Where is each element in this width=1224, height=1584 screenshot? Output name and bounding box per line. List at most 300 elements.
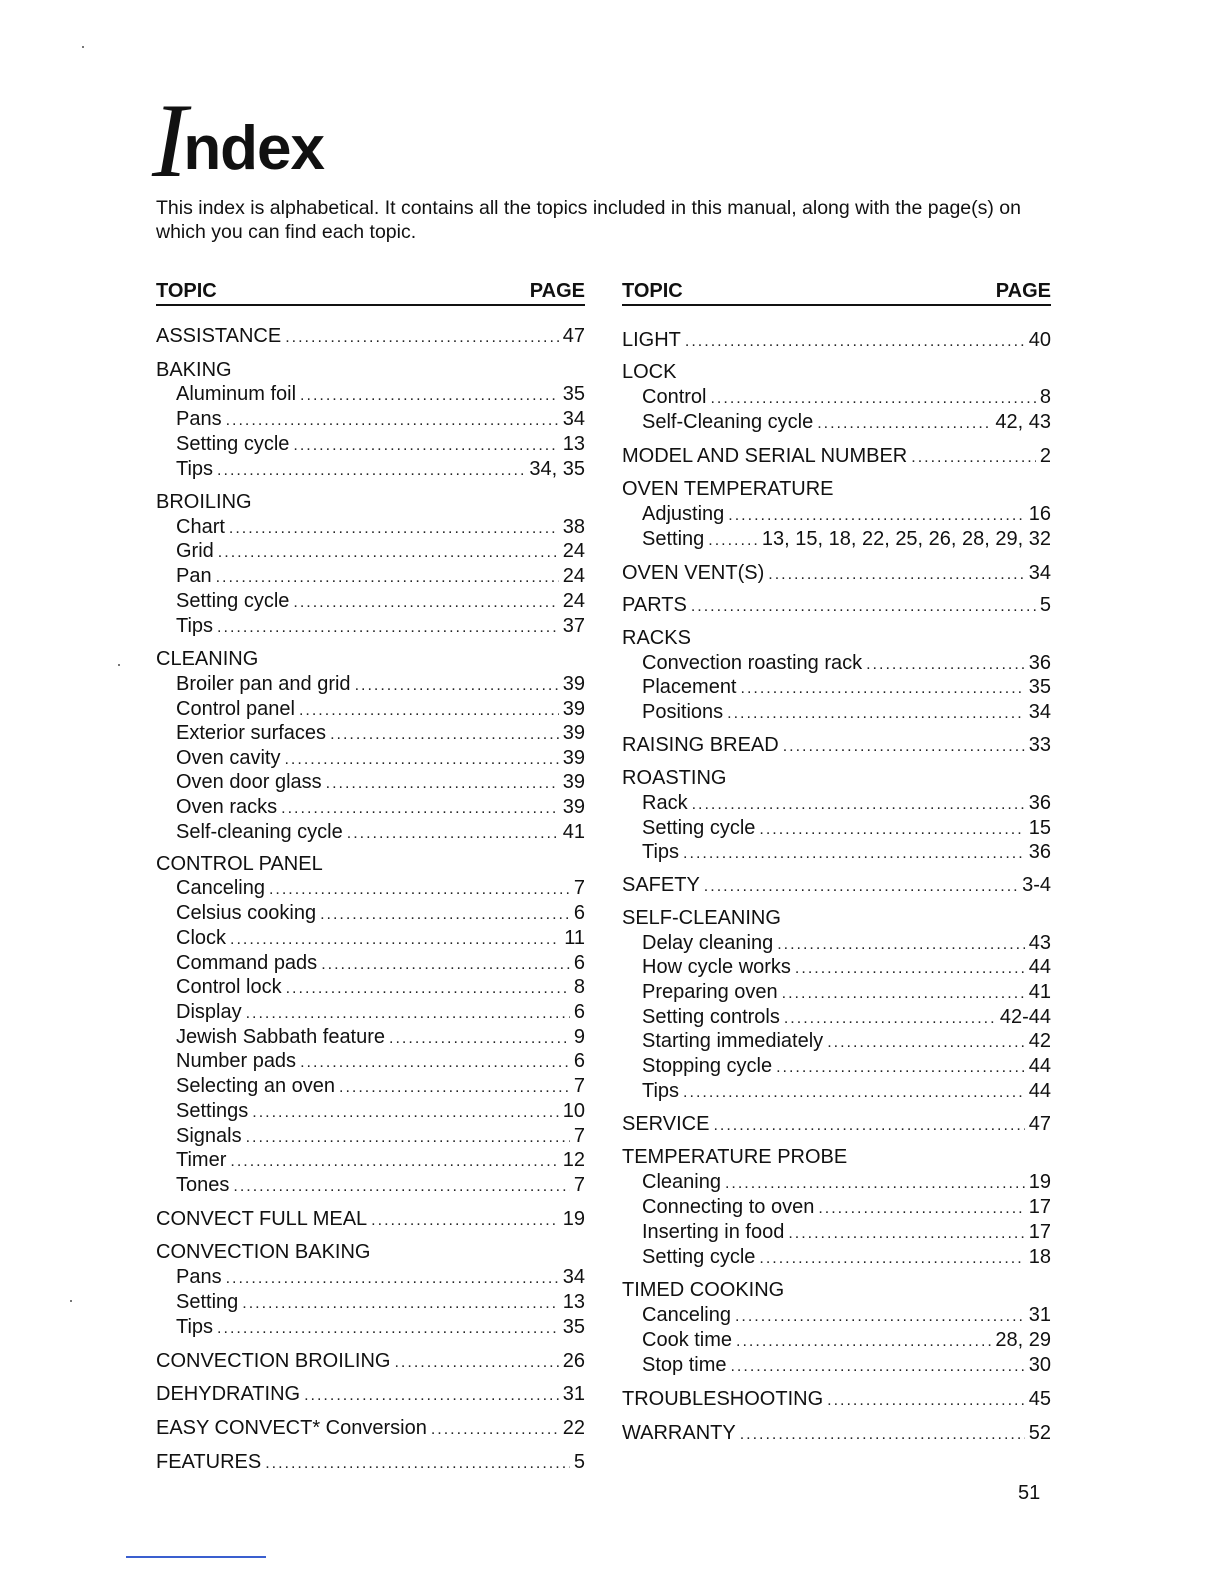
entry-topic: Chart	[176, 516, 225, 538]
entry-page: 39	[562, 722, 585, 744]
dot-leader	[394, 1351, 558, 1375]
dot-leader	[759, 1247, 1024, 1271]
entry-page: 34	[562, 1266, 585, 1288]
dot-leader	[347, 822, 559, 846]
entry-topic: DEHYDRATING	[156, 1383, 301, 1405]
index-subentry	[176, 1099, 585, 1123]
entry-topic: Adjusting	[642, 503, 725, 525]
index-subentry	[176, 564, 585, 588]
index-subentry	[176, 589, 585, 613]
dot-leader	[788, 1222, 1024, 1246]
entry-page: 35	[562, 1316, 585, 1338]
entry-page: 15	[1028, 817, 1051, 839]
entry-page: 31	[1028, 1304, 1051, 1326]
dot-leader	[339, 1076, 570, 1100]
dot-leader	[216, 566, 559, 590]
page-header: PAGE	[995, 280, 1051, 302]
entry-page: 19	[1028, 1171, 1051, 1193]
index-subentry	[642, 840, 1051, 864]
entry-topic: Preparing oven	[642, 981, 778, 1003]
dot-leader	[728, 504, 1024, 528]
entry-topic: Command pads	[176, 952, 318, 974]
entry-page: 13	[562, 1291, 585, 1313]
dot-leader	[827, 1031, 1025, 1055]
entry-topic: Tones	[176, 1174, 230, 1196]
entry-topic: Cleaning	[642, 1171, 721, 1193]
dot-leader	[246, 1002, 570, 1026]
dot-leader	[300, 1051, 570, 1075]
dot-leader	[242, 1292, 558, 1316]
dot-leader	[285, 326, 559, 350]
entry-topic: CONVECTION BROILING	[156, 1350, 391, 1372]
entry-topic: ASSISTANCE	[156, 325, 282, 347]
dot-leader	[683, 842, 1025, 866]
dot-leader	[230, 928, 560, 952]
dot-leader	[265, 1452, 570, 1476]
index-subentry	[176, 926, 585, 950]
dot-leader	[692, 793, 1025, 817]
dot-leader	[777, 933, 1025, 957]
entry-topic: Timer	[176, 1149, 227, 1171]
dot-leader	[704, 875, 1018, 899]
dot-leader	[304, 1384, 559, 1408]
dot-leader	[827, 1389, 1025, 1413]
dot-leader	[321, 953, 570, 977]
entry-topic: TROUBLESHOOTING	[622, 1388, 824, 1410]
index-subentry	[176, 614, 585, 638]
entry-topic: Tips	[642, 841, 680, 863]
entry-topic: Setting controls	[642, 1006, 780, 1028]
entry-topic: Tips	[176, 1316, 214, 1338]
index-entry	[156, 358, 585, 382]
index-subentry	[176, 876, 585, 900]
entry-topic: CONVECTION BAKING	[156, 1241, 371, 1263]
index-entry	[156, 1207, 585, 1231]
column-header	[622, 278, 1051, 306]
dot-leader	[911, 446, 1036, 470]
entry-page: 41	[562, 821, 585, 843]
entry-topic: SELF-CLEANING	[622, 907, 781, 929]
scan-speck	[118, 664, 120, 666]
entry-page: 8	[1039, 386, 1051, 408]
entry-topic: CONVECT FULL MEAL	[156, 1208, 368, 1230]
page-header: PAGE	[529, 280, 585, 302]
entry-page: 39	[562, 698, 585, 720]
entry-topic: WARRANTY	[622, 1422, 736, 1444]
index-subentry	[176, 1290, 585, 1314]
entry-page: 35	[1028, 676, 1051, 698]
index-subentry	[176, 1074, 585, 1098]
index-entry	[156, 1349, 585, 1373]
dot-leader	[683, 1081, 1025, 1105]
bottom-rule	[126, 1556, 266, 1558]
entry-topic: Inserting in food	[642, 1221, 785, 1243]
entry-topic: Rack	[642, 792, 688, 814]
entry-page: 2	[1039, 445, 1051, 467]
dot-leader	[740, 1423, 1025, 1447]
entry-topic: Exterior surfaces	[176, 722, 327, 744]
index-subentry	[642, 527, 1051, 551]
index-entry	[156, 1382, 585, 1406]
title-rest: ndex	[183, 114, 325, 183]
dot-leader	[286, 977, 570, 1001]
entry-topic: Oven cavity	[176, 747, 281, 769]
index-subentry	[176, 721, 585, 745]
entry-topic: ROASTING	[622, 767, 727, 789]
index-subentry	[642, 651, 1051, 675]
index-subentry	[642, 1353, 1051, 1377]
index-subentry	[642, 1029, 1051, 1053]
index-entry	[156, 324, 585, 348]
index-subentry	[176, 539, 585, 563]
index-subentry	[176, 1315, 585, 1339]
dot-leader	[299, 699, 559, 723]
entry-page: 7	[573, 1125, 585, 1147]
entry-topic: Pans	[176, 1266, 222, 1288]
index-entry	[156, 1450, 585, 1474]
dot-leader	[817, 412, 991, 436]
index-entry	[622, 328, 1051, 352]
dot-leader	[293, 434, 558, 458]
entry-topic: BROILING	[156, 491, 252, 513]
index-entry	[156, 647, 585, 671]
entry-page: 7	[573, 1174, 585, 1196]
entry-page: 7	[573, 1075, 585, 1097]
index-subentry	[642, 385, 1051, 409]
entry-page: 3-4	[1022, 874, 1051, 896]
entry-page: 17	[1028, 1221, 1051, 1243]
index-subentry	[642, 931, 1051, 955]
dot-leader	[736, 1330, 991, 1354]
index-subentry	[176, 457, 585, 481]
dot-leader	[226, 409, 559, 433]
index-subentry	[642, 791, 1051, 815]
dot-leader	[281, 797, 559, 821]
index-subentry	[176, 795, 585, 819]
index-subentry	[176, 1124, 585, 1148]
index-entry	[622, 444, 1051, 468]
entry-topic: Celsius cooking	[176, 902, 317, 924]
dot-leader	[371, 1209, 559, 1233]
entry-topic: MODEL AND SERIAL NUMBER	[622, 445, 908, 467]
entry-page: 47	[562, 325, 585, 347]
entry-topic: Broiler pan and grid	[176, 673, 351, 695]
entry-page: 13	[562, 433, 585, 455]
dot-leader	[233, 1175, 570, 1199]
entry-topic: EASY CONVECT* Conversion	[156, 1417, 427, 1439]
index-subentry	[176, 697, 585, 721]
entry-topic: Setting	[642, 528, 705, 550]
index-entry	[622, 873, 1051, 897]
entry-topic: Signals	[176, 1125, 242, 1147]
index-subentry	[642, 700, 1051, 724]
entry-topic: LIGHT	[622, 329, 681, 351]
entry-page: 34, 35	[529, 458, 585, 480]
index-entry	[622, 360, 1051, 384]
dot-leader	[725, 1172, 1025, 1196]
entry-topic: TEMPERATURE PROBE	[622, 1146, 848, 1168]
entry-topic: Convection roasting rack	[642, 652, 863, 674]
index-subentry	[176, 1173, 585, 1197]
dot-leader	[784, 1007, 996, 1031]
index-subentry	[176, 1049, 585, 1073]
dot-leader	[229, 517, 559, 541]
entry-topic: OVEN VENT(S)	[622, 562, 765, 584]
entry-page: 9	[573, 1026, 585, 1048]
entry-page: 16	[1028, 503, 1051, 525]
entry-topic: Control	[642, 386, 707, 408]
entry-page: 18	[1028, 1246, 1051, 1268]
index-entry	[622, 1421, 1051, 1445]
dot-leader	[217, 1317, 559, 1341]
dot-leader	[217, 459, 525, 483]
entry-page: 44	[1028, 1055, 1051, 1077]
page-number: 51	[1018, 1482, 1041, 1504]
index-entry	[622, 1278, 1051, 1302]
entry-topic: Self-cleaning cycle	[176, 821, 343, 843]
dot-leader	[320, 903, 570, 927]
dot-leader	[730, 1355, 1024, 1379]
dot-leader	[389, 1027, 570, 1051]
index-subentry	[176, 1025, 585, 1049]
index-entry	[156, 852, 585, 876]
dot-leader	[326, 772, 559, 796]
entry-page: 13, 15, 18, 22, 25, 26, 28, 29, 32	[761, 528, 1051, 550]
entry-page: 39	[562, 796, 585, 818]
index-subentry	[642, 1195, 1051, 1219]
entry-topic: Connecting to oven	[642, 1196, 815, 1218]
entry-topic: Stopping cycle	[642, 1055, 773, 1077]
index-subentry	[176, 951, 585, 975]
index-entry	[622, 1145, 1051, 1169]
entry-topic: Setting cycle	[176, 433, 290, 455]
index-subentry	[176, 746, 585, 770]
index-subentry	[642, 980, 1051, 1004]
entry-page: 24	[562, 590, 585, 612]
title-initial: I	[152, 82, 182, 199]
entry-page: 10	[562, 1100, 585, 1122]
entry-topic: Starting immediately	[642, 1030, 824, 1052]
entry-page: 33	[1028, 734, 1051, 756]
index-entry	[622, 561, 1051, 585]
entry-page: 34	[1028, 562, 1051, 584]
dot-leader	[691, 595, 1036, 619]
entry-page: 38	[562, 516, 585, 538]
index-subentry	[642, 410, 1051, 434]
entry-page: 6	[573, 1001, 585, 1023]
entry-topic: RACKS	[622, 627, 691, 649]
entry-page: 24	[562, 540, 585, 562]
entry-topic: Display	[176, 1001, 242, 1023]
index-entry	[622, 906, 1051, 930]
dot-leader	[741, 677, 1025, 701]
topic-header: TOPIC	[622, 280, 683, 302]
dot-leader	[776, 1056, 1025, 1080]
entry-topic: Selecting an oven	[176, 1075, 336, 1097]
index-subentry	[176, 1000, 585, 1024]
index-subentry	[642, 1245, 1051, 1269]
dot-leader	[818, 1197, 1024, 1221]
dot-leader	[768, 563, 1025, 587]
index-subentry	[642, 955, 1051, 979]
entry-page: 39	[562, 747, 585, 769]
entry-page: 31	[562, 1383, 585, 1405]
entry-topic: Placement	[642, 676, 737, 698]
entry-topic: Cook time	[642, 1329, 733, 1351]
entry-topic: OVEN TEMPERATURE	[622, 478, 834, 500]
entry-topic: Positions	[642, 701, 724, 723]
entry-page: 41	[1028, 981, 1051, 1003]
entry-topic: BAKING	[156, 359, 232, 381]
index-subentry	[642, 1220, 1051, 1244]
intro-paragraph: This index is alphabetical. It contains all the topics included in this manual, along with the page(s) on which you can find each topic.	[156, 197, 1021, 243]
index-subentry	[176, 770, 585, 794]
index-subentry	[642, 816, 1051, 840]
entry-topic: Jewish Sabbath feature	[176, 1026, 386, 1048]
dot-leader	[783, 735, 1025, 759]
entry-topic: Self-Cleaning cycle	[642, 411, 814, 433]
entry-page: 28, 29	[995, 1329, 1051, 1351]
dot-leader	[782, 982, 1025, 1006]
index-subentry	[176, 515, 585, 539]
index-subentry	[176, 407, 585, 431]
index-subentry	[176, 672, 585, 696]
entry-topic: Delay cleaning	[642, 932, 774, 954]
entry-page: 37	[562, 615, 585, 637]
entry-topic: Control lock	[176, 976, 282, 998]
dot-leader	[685, 330, 1025, 354]
index-subentry	[176, 432, 585, 456]
entry-page: 42, 43	[995, 411, 1051, 433]
dot-leader	[293, 591, 558, 615]
index-subentry	[176, 1148, 585, 1172]
entry-page: 34	[562, 408, 585, 430]
index-subentry	[176, 820, 585, 844]
entry-topic: Setting cycle	[176, 590, 290, 612]
entry-page: 35	[562, 383, 585, 405]
index-subentry	[176, 901, 585, 925]
dot-leader	[759, 818, 1024, 842]
index-entry	[622, 593, 1051, 617]
index-entry	[622, 733, 1051, 757]
entry-topic: Clock	[176, 927, 227, 949]
entry-page: 5	[1039, 594, 1051, 616]
entry-topic: Tips	[176, 458, 214, 480]
index-subentry	[642, 1328, 1051, 1352]
entry-topic: SAFETY	[622, 874, 700, 896]
entry-page: 52	[1028, 1422, 1051, 1444]
dot-leader	[252, 1101, 558, 1125]
entry-topic: Grid	[176, 540, 214, 562]
entry-page: 42	[1028, 1030, 1051, 1052]
dot-leader	[431, 1418, 559, 1442]
dot-leader	[284, 748, 558, 772]
index-entry	[622, 1112, 1051, 1136]
entry-topic: PARTS	[622, 594, 687, 616]
entry-page: 44	[1028, 1080, 1051, 1102]
entry-page: 36	[1028, 792, 1051, 814]
entry-page: 26	[562, 1350, 585, 1372]
topic-header: TOPIC	[156, 280, 217, 302]
entry-page: 40	[1028, 329, 1051, 351]
entry-page: 47	[1028, 1113, 1051, 1135]
entry-topic: Pan	[176, 565, 212, 587]
dot-leader	[866, 653, 1025, 677]
entry-topic: Control panel	[176, 698, 295, 720]
entry-topic: Number pads	[176, 1050, 297, 1072]
entry-page: 19	[562, 1208, 585, 1230]
column-header	[156, 278, 585, 306]
dot-leader	[708, 529, 758, 553]
entry-topic: Pans	[176, 408, 222, 430]
index-subentry	[642, 1170, 1051, 1194]
entry-page: 42-44	[999, 1006, 1051, 1028]
entry-topic: Settings	[176, 1100, 249, 1122]
page-title	[152, 82, 325, 199]
index-entry	[156, 490, 585, 514]
entry-topic: Tips	[176, 615, 214, 637]
entry-topic: Tips	[642, 1080, 680, 1102]
entry-page: 11	[564, 927, 585, 949]
dot-leader	[269, 878, 570, 902]
entry-page: 6	[573, 902, 585, 924]
entry-topic: Setting	[176, 1291, 239, 1313]
entry-page: 8	[573, 976, 585, 998]
entry-topic: LOCK	[622, 361, 677, 383]
entry-topic: RAISING BREAD	[622, 734, 779, 756]
dot-leader	[727, 702, 1025, 726]
entry-topic: Oven door glass	[176, 771, 322, 793]
entry-page: 24	[562, 565, 585, 587]
entry-topic: Canceling	[176, 877, 265, 899]
index-entry	[622, 477, 1051, 501]
entry-page: 39	[562, 673, 585, 695]
entry-page: 44	[1028, 956, 1051, 978]
entry-page: 7	[573, 877, 585, 899]
index-subentry	[642, 1079, 1051, 1103]
entry-topic: Oven racks	[176, 796, 278, 818]
entry-page: 6	[573, 952, 585, 974]
dot-leader	[218, 541, 559, 565]
dot-leader	[217, 616, 559, 640]
entry-topic: Stop time	[642, 1354, 727, 1376]
dot-leader	[226, 1267, 559, 1291]
index-subentry	[642, 1054, 1051, 1078]
index-subentry	[642, 1303, 1051, 1327]
index-subentry	[642, 1005, 1051, 1029]
dot-leader	[246, 1126, 570, 1150]
scan-speck	[70, 1300, 72, 1302]
index-entry	[622, 1387, 1051, 1411]
entry-page: 39	[562, 771, 585, 793]
entry-page: 17	[1028, 1196, 1051, 1218]
dot-leader	[355, 674, 559, 698]
entry-page: 36	[1028, 652, 1051, 674]
index-entry	[156, 1240, 585, 1264]
index-subentry	[176, 382, 585, 406]
index-subentry	[176, 975, 585, 999]
index-subentry	[176, 1265, 585, 1289]
entry-topic: Setting cycle	[642, 1246, 756, 1268]
entry-page: 45	[1028, 1388, 1051, 1410]
entry-topic: How cycle works	[642, 956, 791, 978]
entry-topic: CONTROL PANEL	[156, 853, 323, 875]
entry-page: 5	[573, 1451, 585, 1473]
dot-leader	[230, 1150, 558, 1174]
dot-leader	[795, 957, 1025, 981]
entry-page: 34	[1028, 701, 1051, 723]
entry-page: 12	[562, 1149, 585, 1171]
